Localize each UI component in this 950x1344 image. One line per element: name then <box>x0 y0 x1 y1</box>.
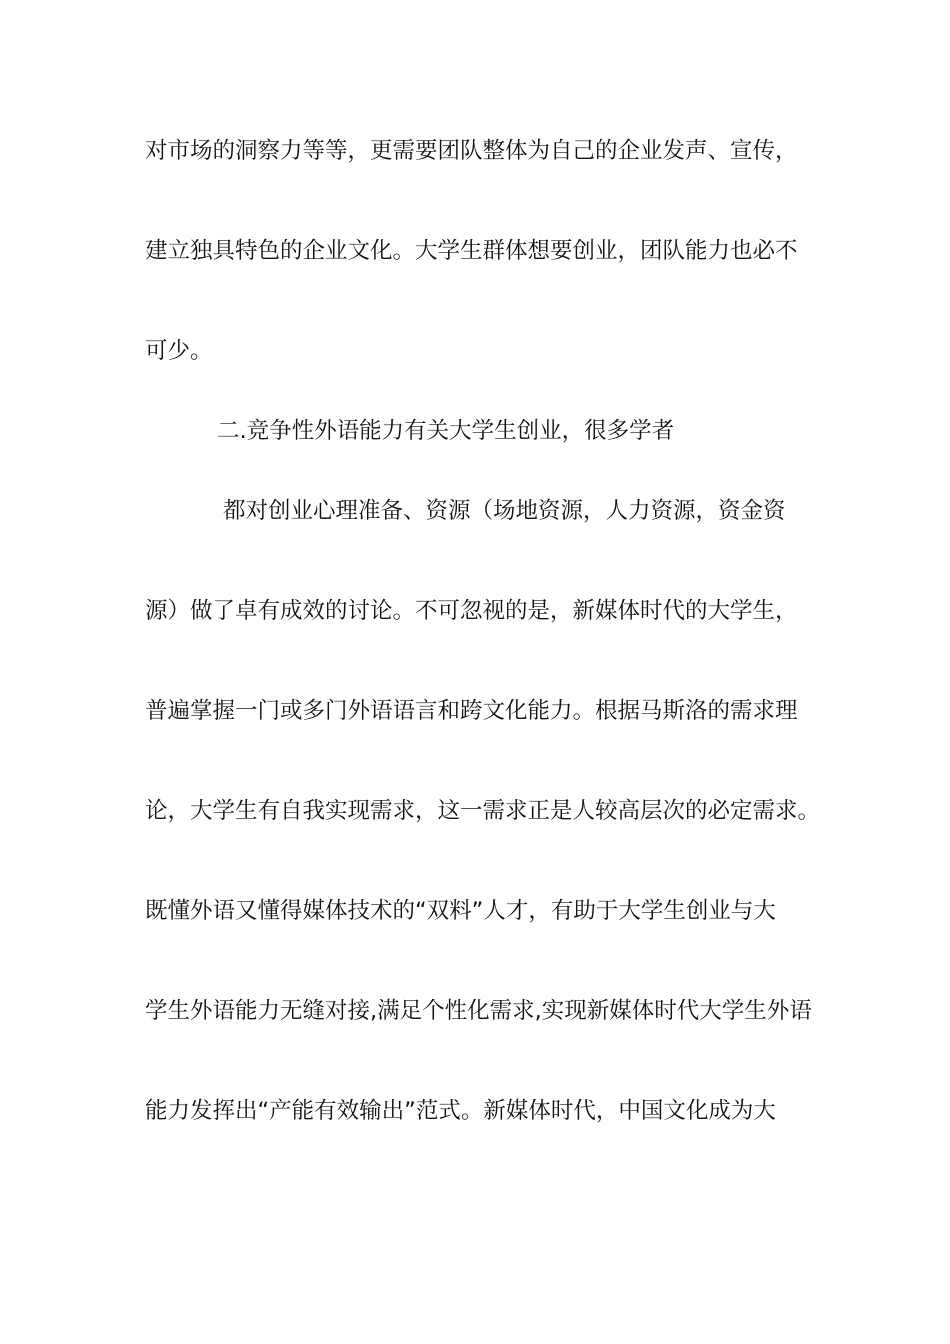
body-text-line: 学生外语能力无缝对接,满足个性化需求,实现新媒体时代大学生外语 <box>145 998 812 1024</box>
section-heading: 二.竞争性外语能力有关大学生创业，很多学者 <box>217 418 675 444</box>
body-text-line: 能力发挥出“产能有效输出”范式。新媒体时代，中国文化成为大 <box>145 1098 776 1124</box>
body-text-line: 可少。 <box>145 338 213 364</box>
body-text-line: 论，大学生有自我实现需求，这一需求正是人较高层次的必定需求。 <box>145 798 821 824</box>
body-text-line: 普遍掌握一门或多门外语语言和跨文化能力。根据马斯洛的需求理 <box>145 698 798 724</box>
body-text-line: 既懂外语又懂得媒体技术的“双料”人才，有助于大学生创业与大 <box>145 898 776 924</box>
body-text-line: 对市场的洞察力等等，更需要团队整体为自己的企业发声、宣传， <box>145 138 798 164</box>
body-text-line: 源）做了卓有成效的讨论。不可忽视的是，新媒体时代的大学生， <box>145 598 798 624</box>
body-text-line: 都对创业心理准备、资源（场地资源，人力资源，资金资 <box>223 498 786 524</box>
body-text-line: 建立独具特色的企业文化。大学生群体想要创业，团队能力也必不 <box>145 238 798 264</box>
